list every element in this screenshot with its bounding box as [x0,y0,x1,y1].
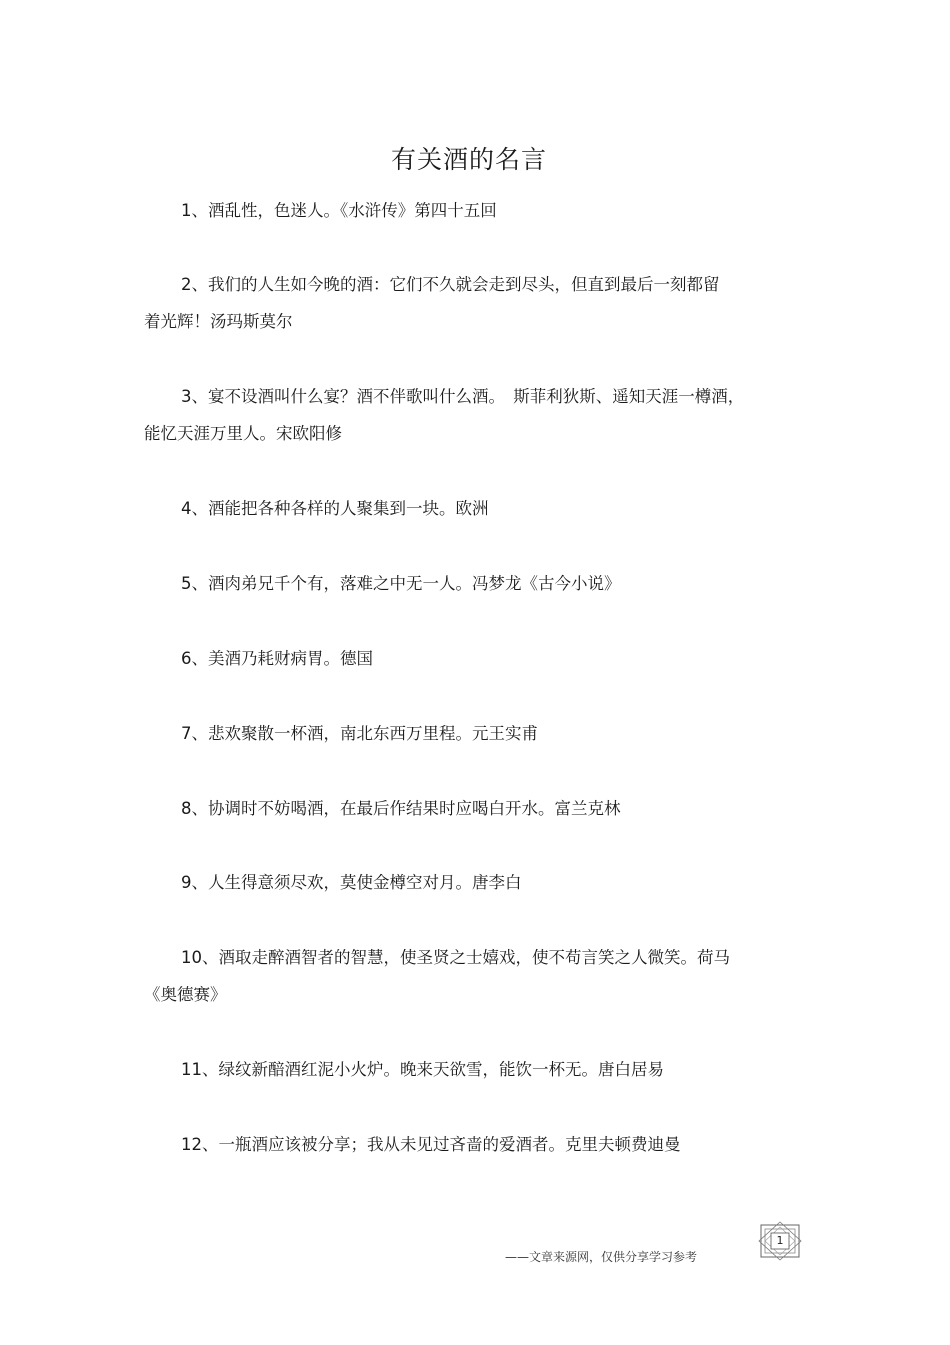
quote-item-11 [144,1051,794,1088]
quote-text: 9、人生得意须尽欢，莫使金樽空对月。唐李白 [181,873,522,892]
quote-text: 6、美酒乃耗财病胃。德国 [181,649,373,668]
quote-item-1 [144,192,794,229]
quote-text: 11、绿纹新醅酒红泥小火炉。晚来天欲雪，能饮一杯无。唐白居易 [181,1060,664,1079]
quote-text-continued: 能忆天涯万里人。宋欧阳修 [144,424,342,443]
quote-item-2 [144,266,794,340]
quote-item-4 [144,490,794,527]
page-title: 有关酒的名言 [390,145,547,174]
footer-source-note: ——文章来源网，仅供分享学习参考 [505,1250,698,1264]
quote-text-continued: 《奥德赛》 [144,985,227,1004]
quote-item-6 [144,640,794,677]
quote-item-5 [144,565,794,602]
quote-text: 10、酒取走醉酒智者的智慧，使圣贤之士嬉戏，使不苟言笑之人微笑。荷马 [181,948,730,967]
quote-item-12 [144,1126,794,1163]
quote-text: 2、我们的人生如今晚的酒：它们不久就会走到尽头，但直到最后一刻都留 [181,275,720,294]
quote-text: 1、酒乱性，色迷人。《水浒传》第四十五回 [181,201,497,220]
quote-text: 5、酒肉弟兄千个有，落难之中无一人。冯梦龙《古今小说》 [181,574,621,593]
page-number-badge [757,1221,803,1261]
quote-text-continued: 着光辉！汤玛斯莫尔 [144,312,293,331]
page-number: 1 [776,1234,784,1247]
quote-item-9 [144,864,794,901]
quote-text: 8、协调时不妨喝酒，在最后作结果时应喝白开水。富兰克林 [181,799,621,818]
quote-item-7 [144,715,794,752]
quote-text: 4、酒能把各种各样的人聚集到一块。欧洲 [181,499,489,518]
quote-text: 3、宴不设酒叫什么宴？酒不伴歌叫什么酒。 斯菲利狄斯、遥知天涯一樽酒， [181,387,745,406]
quote-text: 7、悲欢聚散一杯酒，南北东西万里程。元王实甫 [181,724,538,743]
quote-item-10 [144,939,794,1013]
quote-item-8 [144,790,794,827]
quote-item-3 [144,378,794,452]
quote-text: 12、一瓶酒应该被分享；我从未见过吝啬的爱酒者。克里夫顿费迪曼 [181,1135,681,1154]
